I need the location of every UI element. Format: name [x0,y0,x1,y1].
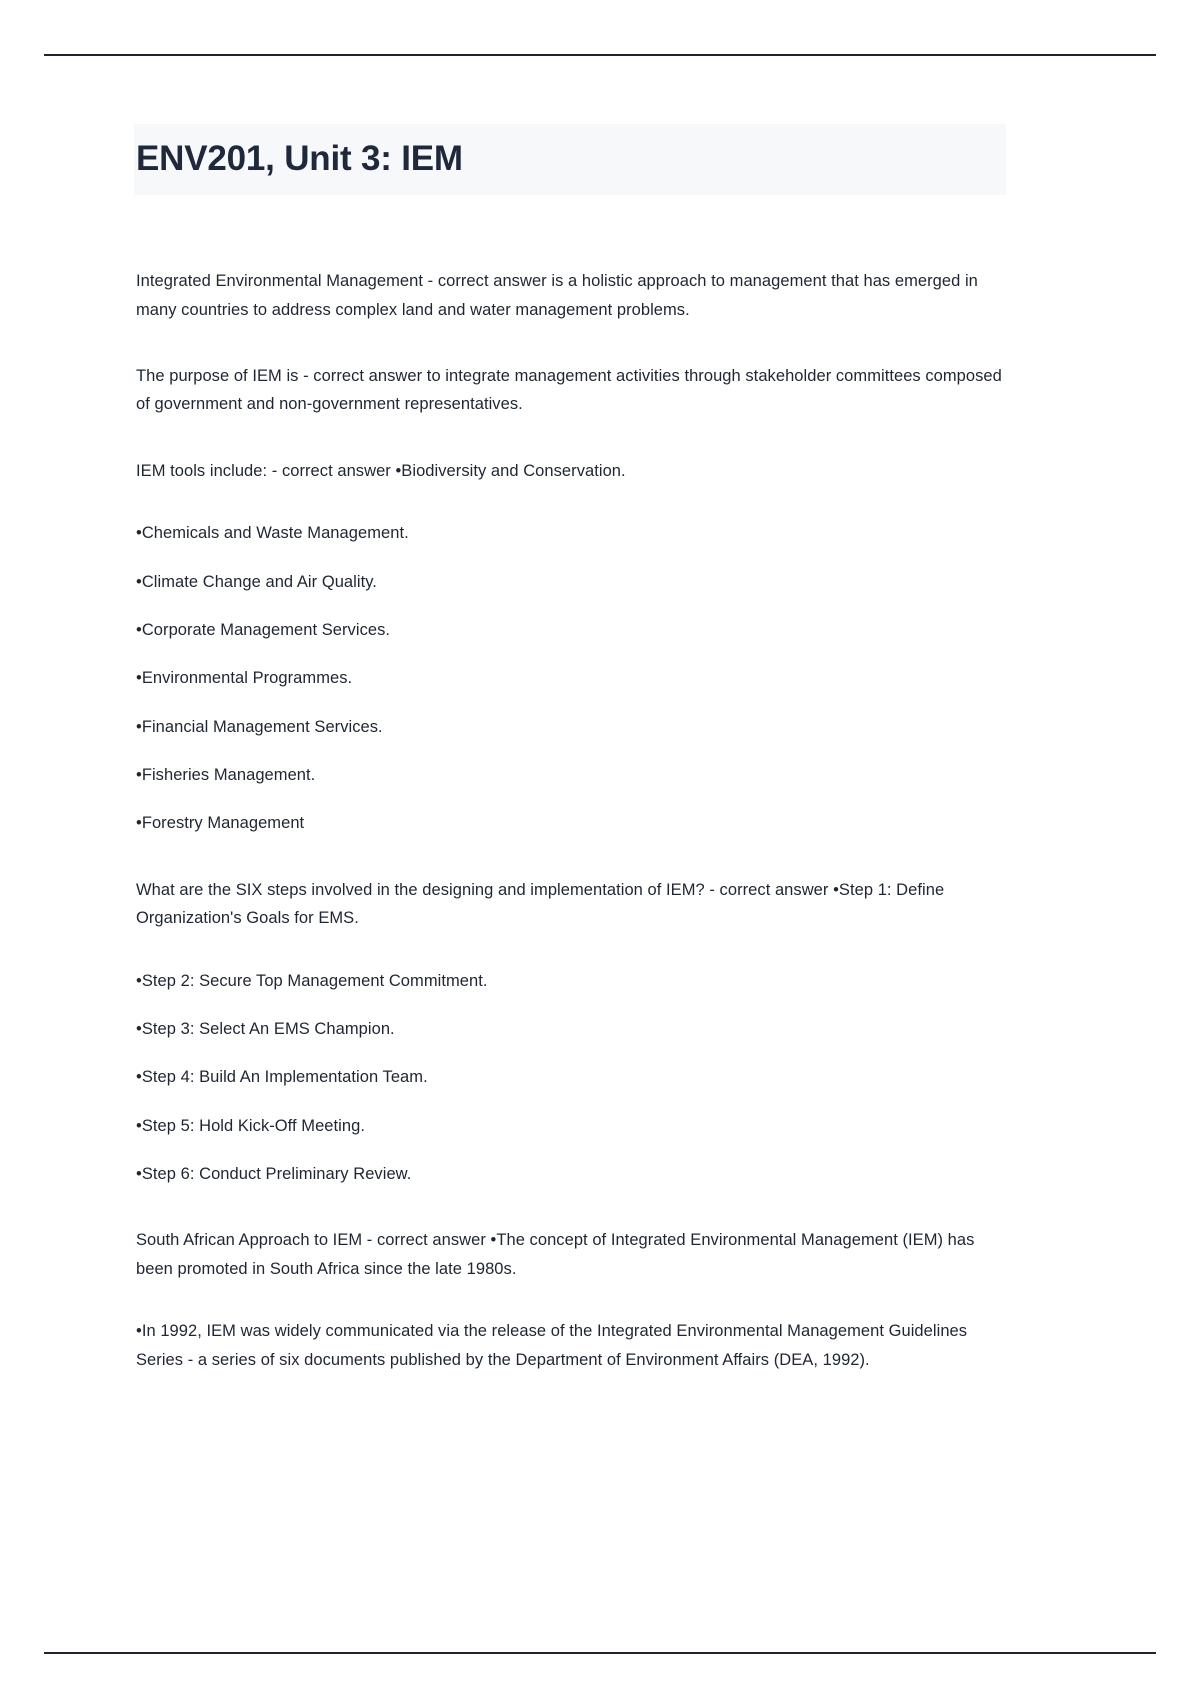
block-south-african-approach [136,1226,1004,1374]
paragraph-lead: The purpose of IEM is - correct answer to integrate management activities through stakeholder committees composed of government and non-government representatives. [136,367,1002,414]
block-purpose-of-iem [136,362,1004,419]
list-item: •Financial Management Services. [136,717,383,736]
list-item: •Environmental Programmes. [136,669,353,688]
list-item: •Step 6: Conduct Preliminary Review. [136,1165,412,1184]
list-item: •Step 4: Build An Implementation Team. [136,1068,428,1087]
list-item: •Forestry Management [136,814,305,833]
list-item: •Step 5: Hold Kick-Off Meeting. [136,1116,365,1135]
list-item: •Step 3: Select An EMS Champion. [136,1019,395,1038]
paragraph-lead: South African Approach to IEM - correct answer •The concept of Integrated Environmental Management (IEM) has been promoted in South Africa since the late 1980s. [136,1231,975,1278]
footer-divider [44,1652,1156,1654]
document-content [136,124,1004,1412]
block-iem-tools [136,457,1004,838]
title-band [134,124,1006,195]
paragraph-lead: What are the SIX steps involved in the designing and implementation of IEM? - correct answer •Step 1: Define Organization's Goals for EMS. [136,880,945,928]
paragraph-lead: IEM tools include: - correct answer •Biodiversity and Conservation. [136,461,626,480]
list-item: •Corporate Management Services. [136,620,391,639]
list-item: •Fisheries Management. [136,766,316,785]
block-six-steps-iem [136,876,1004,1189]
list-item: •In 1992, IEM was widely communicated via the release of the Integrated Environmental Management Guidelines Series - a series of six documents published by the Department of Environment Affairs (DEA, 1992). [136,1322,968,1369]
list-item: •Chemicals and Waste Management. [136,524,409,543]
list-item: •Step 2: Secure Top Management Commitment. [136,971,488,990]
list-item: •Climate Change and Air Quality. [136,572,377,591]
paragraph-lead: Integrated Environmental Management - correct answer is a holistic approach to management that has emerged in many countries to address complex land and water management problems. [136,272,978,319]
page-title: ENV201, Unit 3: IEM [136,139,463,178]
header-divider [44,54,1156,56]
document-body [136,267,1004,1374]
block-definition-iem [136,267,1004,324]
